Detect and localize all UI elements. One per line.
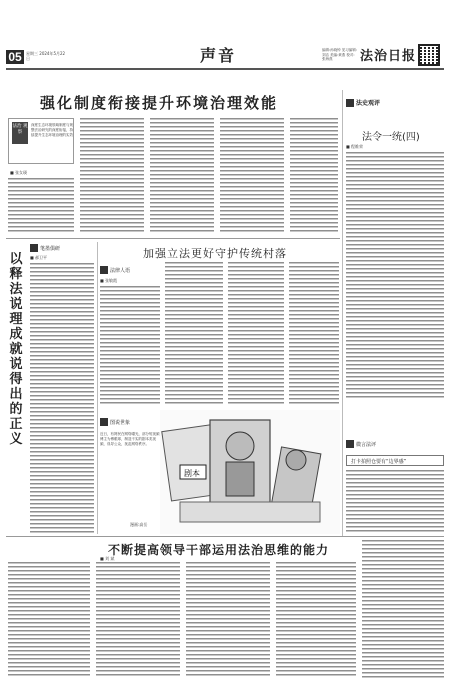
- right-column-divider: [342, 90, 343, 536]
- vertical-tag: [30, 244, 60, 252]
- section-square-icon: [100, 266, 108, 274]
- main-text-col-3: [150, 118, 214, 232]
- page-number: 05: [6, 50, 24, 64]
- main-byline: ■ 张女瑛: [10, 170, 28, 175]
- column-divider: [97, 242, 98, 534]
- vertical-byline: ■ 郝卫平: [30, 255, 48, 260]
- law-byline: ■ 程维荣: [346, 144, 364, 149]
- leadership-headline: 不断提高领导干部运用法治思维的能力: [108, 543, 330, 557]
- section-square-icon: [346, 99, 354, 107]
- section-square-icon: [30, 244, 38, 252]
- section-square-icon: [100, 418, 108, 426]
- village-headline: 加强立法更好守护传统村落: [143, 247, 287, 260]
- leadership-text-col-3: [186, 562, 270, 678]
- main-text-col-4: [220, 118, 284, 232]
- village-text-col-4: [289, 262, 339, 404]
- vertical-headline: 以释法说理成就说得出的正义: [9, 252, 23, 447]
- main-text-col-1: [8, 178, 74, 232]
- newspaper-name: 法治日报: [360, 49, 417, 64]
- script-label: 剧本: [184, 469, 200, 478]
- section-title: 声音: [200, 46, 237, 65]
- law-text-col: [346, 152, 444, 400]
- cartoon-illustration: [160, 410, 340, 534]
- leadership-text-col-1: [8, 562, 90, 678]
- issue-date: 星期三 2024年5月22日: [26, 51, 66, 61]
- voice-tag-label: 微言法评: [356, 441, 377, 448]
- illustration-caption: 近日，有网民在网络曝光，部分短视频博主为博眼球，制造不实的剧本类视频，误导公众，扰乱网络秩序。: [100, 432, 160, 446]
- village-tag-label: 法律人语: [110, 267, 131, 274]
- main-intro-box: [8, 118, 74, 164]
- vertical-tag-label: 笔墨俱研: [40, 245, 61, 252]
- illustration-credit: 漫画:高岳: [130, 522, 148, 527]
- law-column-tag: [346, 98, 380, 107]
- voice-kicker: 打卡拍照仓要有“边界感”: [346, 455, 444, 466]
- main-headline: 强化制度衔接提升环境治理效能: [40, 94, 279, 112]
- village-byline: ■ 张敏霞: [100, 278, 118, 283]
- main-text-col-2: [80, 118, 144, 232]
- main-intro-text: 深度生态环境领域制度与规整法治研究的深度衔接，持续提升生态环境治理的实效: [31, 123, 73, 137]
- illustration-tag-label: 图说世象: [110, 419, 131, 426]
- village-tag: [100, 266, 130, 274]
- village-text-col-3: [228, 262, 284, 404]
- masthead-divider: [6, 68, 444, 70]
- law-column-tag-label: 法史观评: [356, 100, 381, 107]
- leadership-text-col-2: [96, 562, 180, 678]
- main-bottom-rule: [6, 238, 340, 239]
- leadership-byline: ■ 刘 斌: [100, 556, 115, 561]
- main-badge: 法治 观察: [12, 122, 28, 144]
- voice-text-col: [346, 470, 444, 532]
- illustration-tag: [100, 418, 130, 426]
- law-headline: 法令一统(四): [362, 132, 420, 143]
- editor-credits: 编辑:孙晓钟 见习编辑:刘洁 美编:黄燕 校对:张海燕: [322, 48, 357, 61]
- leadership-text-col-4: [276, 562, 356, 678]
- village-text-col-1: [100, 286, 160, 404]
- main-text-col-5: [290, 118, 338, 232]
- village-text-col-2: [165, 262, 223, 404]
- qr-code-icon: [418, 44, 440, 66]
- section-square-icon: [346, 440, 354, 448]
- leadership-text-col-5: [362, 540, 444, 678]
- voice-tag: [346, 440, 376, 448]
- vertical-text-col: [30, 263, 94, 533]
- lower-section-rule: [6, 536, 444, 537]
